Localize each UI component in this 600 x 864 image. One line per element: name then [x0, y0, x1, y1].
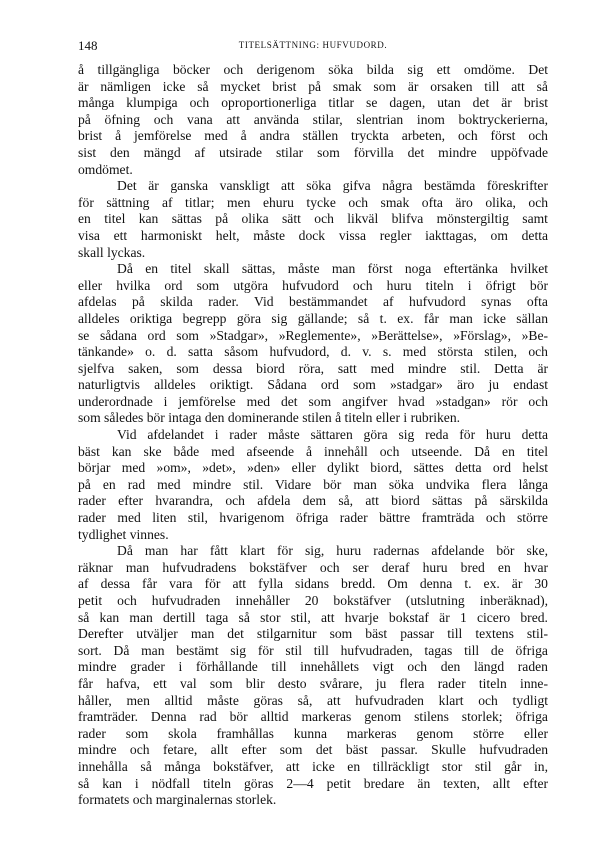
text-line: se sådana ord som »Stadgar», »Reglemente», »Berättelse», »Förslag», »Be-: [78, 327, 549, 343]
text-line: börjar med »om», »det», »den» eller dylikt biord, sättes detta ord helst: [78, 460, 549, 476]
text-line: tydlighet vinnes.: [78, 526, 169, 542]
text-line: formatets och marginalernas storlek.: [78, 792, 277, 808]
text-line: så kan man dertill taga så stor stil, att hvarje bokstaf är 1 cicero bred.: [78, 609, 548, 625]
page-header: [78, 38, 548, 54]
running-title: TITELSÄTTNING: HUFVUDORD.: [238, 40, 388, 50]
text-line: af dessa får vara för att fylla sidans bredd. Om denna t. ex. är 30: [78, 576, 548, 592]
text-line: som således bör intaga den dominerande stilen å titeln eller i rubriken.: [78, 410, 461, 426]
text-line: afdelas på skilda rader. Vid bestämmandet af hufvudord synas ofta: [78, 294, 548, 310]
text-line: å tillgängliga böcker och derigenom söka bilda sig ett omdöme. Det: [78, 62, 549, 77]
text-line: sort. Då man bestämt sig för stil till hufvudraden, tagas till de öfriga: [78, 642, 548, 658]
text-line: omdömet.: [78, 161, 133, 177]
text-line: Då en titel skall sättas, måste man först noga eftertänka hvilket: [117, 261, 549, 277]
text-line: håller, men alltid måste göras så, att hufvudraden klart och tydligt: [78, 692, 549, 708]
text-line: mindre och fetare, allt efter som det bäst passar. Skulle hufvudraden: [78, 742, 549, 758]
text-line: naturligtvis alldeles oriktigt. Sådana ord som »stadgar» äro ju endast: [78, 377, 549, 393]
text-line: Derefter utväljer man det stilgarnitur som bäst passar till textens stil-: [78, 626, 549, 642]
text-line: får hafva, ett val som blir desto svårare, ju flera rader titeln inne-: [78, 675, 548, 691]
text-line: för sättning af titlar; men ehuru tycke och smak ofta äro olika, och: [78, 194, 549, 210]
page-number: 148: [78, 38, 98, 53]
text-line: underordnade i jemförelse med det som angifver hvad »stadgan» rör och: [78, 393, 549, 409]
text-line: på öfning och vana att använda stilar, slentrian inom boktryckerierna,: [78, 111, 549, 127]
text-line: sjelfva saken, som dessa biord röra, satt med mindre stil. Detta är: [78, 360, 549, 376]
text-line: framträder. Denna rad bör alltid markeras genom stilens storlek; öfriga: [78, 709, 548, 725]
text-line: så kan i nödfall titeln göras 2—4 petit bredare än texten, allt efter: [78, 775, 549, 791]
text-line: är nämligen icke så mycket brist på smak som är orsaken till att så: [78, 78, 548, 94]
body-text: [78, 62, 548, 809]
text-line: Det är ganska vanskligt att söka gifva några bestämda föreskrifter: [117, 178, 548, 194]
text-line: en titel kan sättas på olika sätt och likväl blifva mönstergiltig samt: [78, 211, 548, 227]
text-line: rader med liten stil, hvarigenom öfriga rader bättre framträda och större: [78, 510, 548, 526]
text-line: rader efter hvarandra, och afdela dem så, att biord sättas på särskilda: [78, 493, 548, 509]
text-line: rader som skola framhållas kunna markeras genom större eller: [78, 725, 549, 741]
text-line: tänkande» o. d. satta såsom hufvudord, d. v. s. med största stilen, och: [78, 344, 548, 360]
text-line: petit och hufvudraden innehåller 20 bokstäfver (utslutning inberäknad),: [78, 593, 549, 608]
text-line: räknar man hufvudradens bokstäfver och ser deraf huru bred en hvar: [78, 559, 549, 575]
text-line: mindre grader i förhållande till innehållets vigt och den längd raden: [78, 659, 548, 675]
text-line: bäst kan ske både med afseende å innehåll och utseende. Då en titel: [78, 443, 548, 459]
text-line: många klumpiga och oproportionerliga titlar se dagen, utan det är brist: [78, 95, 549, 111]
text-line: Vid afdelandet i rader måste sättaren göra sig reda för huru detta: [117, 427, 549, 443]
text-line: på en rad med mindre stil. Vidare bör man söka undvika flera långa: [78, 476, 549, 492]
text-line: alldeles oriktiga begrepp göra sig gällande; så t. ex. får man icke sällan: [78, 310, 549, 326]
text-line: Då man har fått klart för sig, huru radernas afdelande bör ske,: [117, 543, 549, 559]
text-line: visa ett harmoniskt helt, måste dock vissa regler iakttagas, om detta: [78, 227, 549, 243]
text-line: brist å jemförelse med å andra ställen tryckta arbeten, och först och: [78, 128, 548, 144]
text-line: sist den mängd af utsirade stilar som förvilla det mindre uppöfvade: [78, 144, 548, 160]
text-line: innehålla så många bokstäfver, att icke en tillräckligt stor stil går in,: [78, 758, 548, 774]
text-line: eller hvilka ord som utgöra hufvudord och huru titeln i öfrigt bör: [78, 277, 549, 293]
text-line: skall lyckas.: [78, 244, 146, 260]
